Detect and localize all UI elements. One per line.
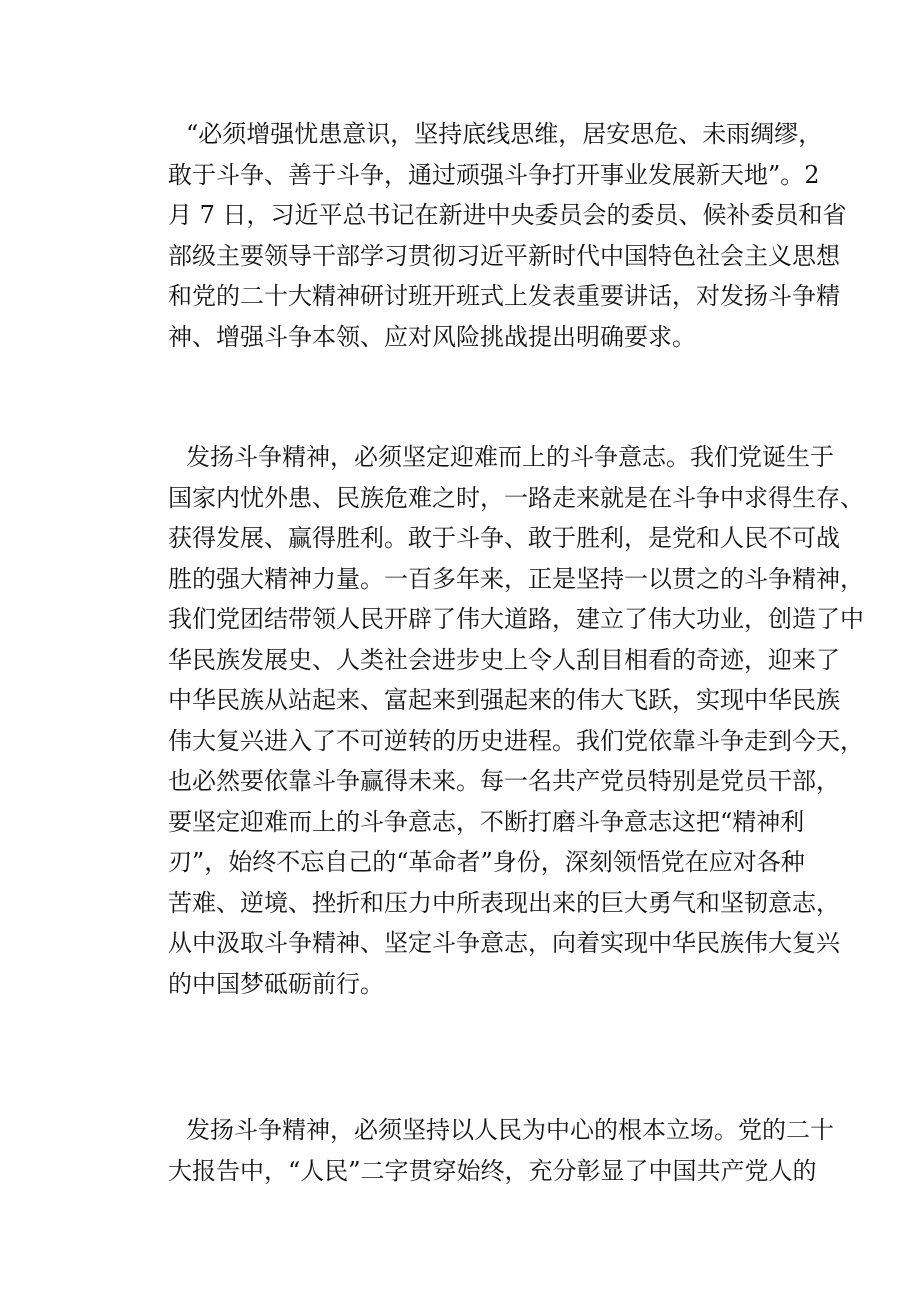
paragraph-line: 国家内忧外患、民族危难之时，一路走来就是在斗争中求得生存、: [168, 483, 864, 512]
paragraph-line: 我们党团结带领人民开辟了伟大道路，建立了伟大功业，创造了中: [168, 605, 864, 633]
paragraph-line: 伟大复兴进入了不可逆转的历史进程。我们党依靠斗争走到今天，: [168, 726, 864, 755]
paragraph-line: 刃”，始终不忘自己的“革命者”身份，深刻领悟党在应对各种: [168, 848, 805, 876]
paragraph-line: 获得发展、赢得胜利。敢于斗争、敢于胜利，是党和人民不可战: [168, 524, 840, 552]
paragraph-line: 从中汲取斗争精神、坚定斗争意志，向着实现中华民族伟大复兴: [168, 929, 840, 957]
paragraph-line: 大报告中，“人民”二字贯穿始终，充分彰显了中国共产党人的: [168, 1156, 817, 1185]
paragraph-line: 要坚定迎难而上的斗争意志，不断打磨斗争意志这把“精神利: [168, 807, 805, 836]
paragraph-line: 和党的二十大精神研讨班开班式上发表重要讲话，对发扬斗争精: [168, 282, 840, 310]
paragraph-line: 中华民族从站起来、富起来到强起来的伟大飞跃，实现中华民族: [168, 686, 840, 714]
paragraph-line: “必须增强忧患意识，坚持底线思维，居安思危、未雨绸缪，: [186, 120, 823, 148]
paragraph-line: 苦难、逆境、挫折和压力中所表现出来的巨大勇气和坚韧意志，: [168, 888, 840, 917]
paragraph-2: [168, 437, 864, 1004]
paragraph-line: 发扬斗争精神，必须坚定迎难而上的斗争意志。我们党诞生于: [186, 443, 834, 471]
paragraph-1: [168, 114, 847, 357]
paragraph-line: 敢于斗争、善于斗争，通过顽强斗争打开事业发展新天地”。2: [168, 160, 820, 189]
paragraph-line: 部级主要领导干部学习贯彻习近平新时代中国特色社会主义思想: [168, 241, 840, 270]
paragraph-line: 的中国梦砥砺前行。: [168, 969, 384, 998]
paragraph-line: 华民族发展史、人类社会进步史上令人刮目相看的奇迹，迎来了: [168, 645, 840, 674]
paragraph-line: 发扬斗争精神，必须坚持以人民为中心的根本立场。党的二十: [186, 1116, 834, 1144]
paragraph-3: [168, 1110, 834, 1191]
paragraph-line: 月 7 日，习近平总书记在新进中央委员会的委员、候补委员和省: [168, 201, 847, 229]
paragraph-line: 神、增强斗争本领、应对风险挑战提出明确要求。: [168, 322, 696, 351]
paragraph-line: 胜的强大精神力量。一百多年来，正是坚持一以贯之的斗争精神，: [168, 564, 864, 593]
paragraph-line: 也必然要依靠斗争赢得未来。每一名共产党员特别是党员干部，: [168, 767, 840, 795]
